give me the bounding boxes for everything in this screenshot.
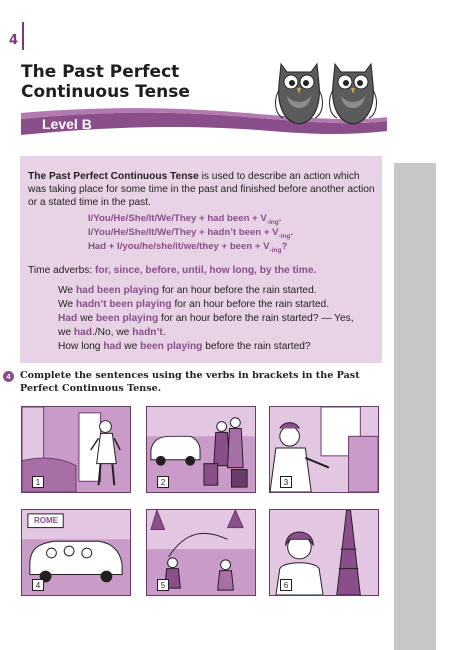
formula-question: Had + I/you/he/she/it/we/they + been + $V_{-ing}$?: [88, 241, 288, 254]
picture-number: 5: [157, 579, 169, 591]
title-line-2: Continuous Tense: [21, 82, 190, 102]
formula-affirmative: I/You/He/She/It/We/They + had been + $V_{-ing}$.: [88, 213, 282, 226]
picture-3: [269, 406, 379, 493]
picture-4: [21, 509, 131, 596]
picture-2: [146, 406, 256, 493]
page-number: 4: [9, 33, 19, 48]
page-number-divider: [22, 22, 24, 50]
owl-illustration-left: [273, 56, 325, 126]
owl-illustration-right: [327, 56, 379, 126]
picture-number: 6: [280, 579, 292, 591]
side-margin-bar: [394, 163, 436, 650]
example-short-answer: we had./No, we hadn’t.: [58, 327, 166, 338]
picture-1: [21, 406, 131, 493]
picture-number: 2: [157, 476, 169, 488]
picture-6: [269, 509, 379, 596]
level-label: Level B: [42, 116, 92, 132]
rome-sign-text: ROME: [34, 516, 58, 525]
exercise-instruction: Complete the sentences using the verbs in brackets in the Past Perfect Continuous Tense.: [20, 370, 360, 394]
picture-number: 4: [32, 579, 44, 591]
example-negative: We hadn’t been playing for an hour before the rain started.: [58, 299, 330, 310]
page-title: [21, 62, 190, 102]
picture-number: 3: [280, 476, 292, 488]
example-question: Had we been playing for an hour before the rain started? — Yes,: [58, 313, 354, 324]
exercise-number-badge: 4: [3, 371, 14, 382]
time-adverbs: Time adverbs: for, since, before, until, how long, by the time.: [28, 265, 317, 276]
title-line-1: The Past Perfect: [21, 62, 180, 82]
rule-term: The Past Perfect Continuous Tense: [28, 171, 199, 182]
example-affirmative: We had been playing for an hour before the rain started.: [58, 285, 317, 296]
rule-description: [28, 170, 378, 209]
time-adverbs-list: for, since, before, until, how long, by the time.: [95, 265, 317, 276]
example-how-long: How long had we been playing before the rain started?: [58, 341, 311, 352]
formula-negative: I/You/He/She/It/We/They + hadn’t been + $V_{-ing}$.: [88, 227, 294, 240]
picture-5: [146, 509, 256, 596]
rule-definition: is used to describe an action which was taking place for some time in the past and finished before another action or a stated time in the past.: [28, 171, 375, 208]
picture-number: 1: [32, 476, 44, 488]
